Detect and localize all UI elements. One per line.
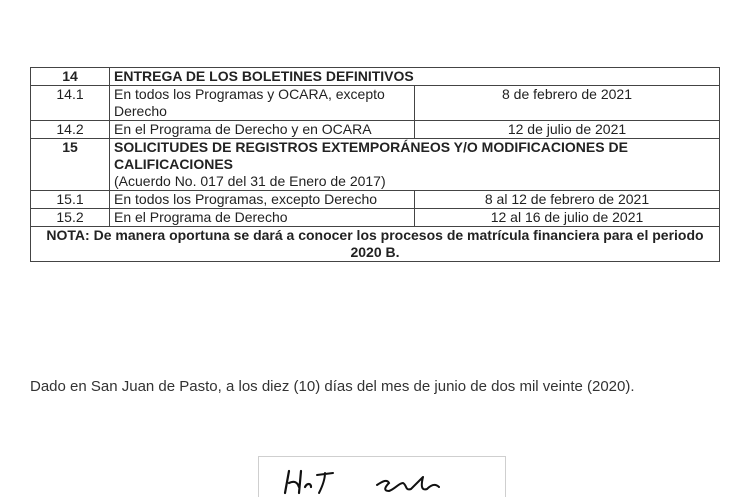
table-row	[31, 139, 720, 191]
table-row	[31, 68, 720, 86]
table-row	[31, 209, 720, 227]
handwritten-signature-icon	[259, 457, 505, 497]
note-text: NOTA: De manera oportuna se dará a conocer los procesos de matrícula financiera para el periodo 2020 B.	[31, 227, 720, 262]
row-number: 14	[31, 68, 110, 86]
section-subtitle: (Acuerdo No. 017 del 31 de Enero de 2017)	[114, 173, 386, 189]
row-date: 12 de julio de 2021	[415, 121, 720, 139]
row-number: 15.2	[31, 209, 110, 227]
row-description: En el Programa de Derecho	[110, 209, 415, 227]
table-row	[31, 191, 720, 209]
row-date: 8 al 12 de febrero de 2021	[415, 191, 720, 209]
row-description: En el Programa de Derecho y en OCARA	[110, 121, 415, 139]
calendar-table	[30, 67, 720, 262]
row-number: 14.2	[31, 121, 110, 139]
row-number: 15	[31, 139, 110, 191]
row-description: En todos los Programas, excepto Derecho	[110, 191, 415, 209]
table-row	[31, 86, 720, 121]
row-date: 8 de febrero de 2021	[415, 86, 720, 121]
section-title: ENTREGA DE LOS BOLETINES DEFINITIVOS	[110, 68, 720, 86]
row-description: En todos los Programas y OCARA, excepto Derecho	[110, 86, 415, 121]
row-number: 14.1	[31, 86, 110, 121]
section-title: SOLICITUDES DE REGISTROS EXTEMPORÁNEOS Y/O MODIFICACIONES DE CALIFICACIONES	[114, 139, 628, 172]
closing-text: Dado en San Juan de Pasto, a los diez (10) días del mes de junio de dos mil veinte (2020).	[30, 378, 635, 395]
table-row	[31, 227, 720, 262]
signature-box	[258, 456, 506, 497]
table-row	[31, 121, 720, 139]
row-date: 12 al 16 de julio de 2021	[415, 209, 720, 227]
section-cell	[110, 139, 720, 191]
row-number: 15.1	[31, 191, 110, 209]
